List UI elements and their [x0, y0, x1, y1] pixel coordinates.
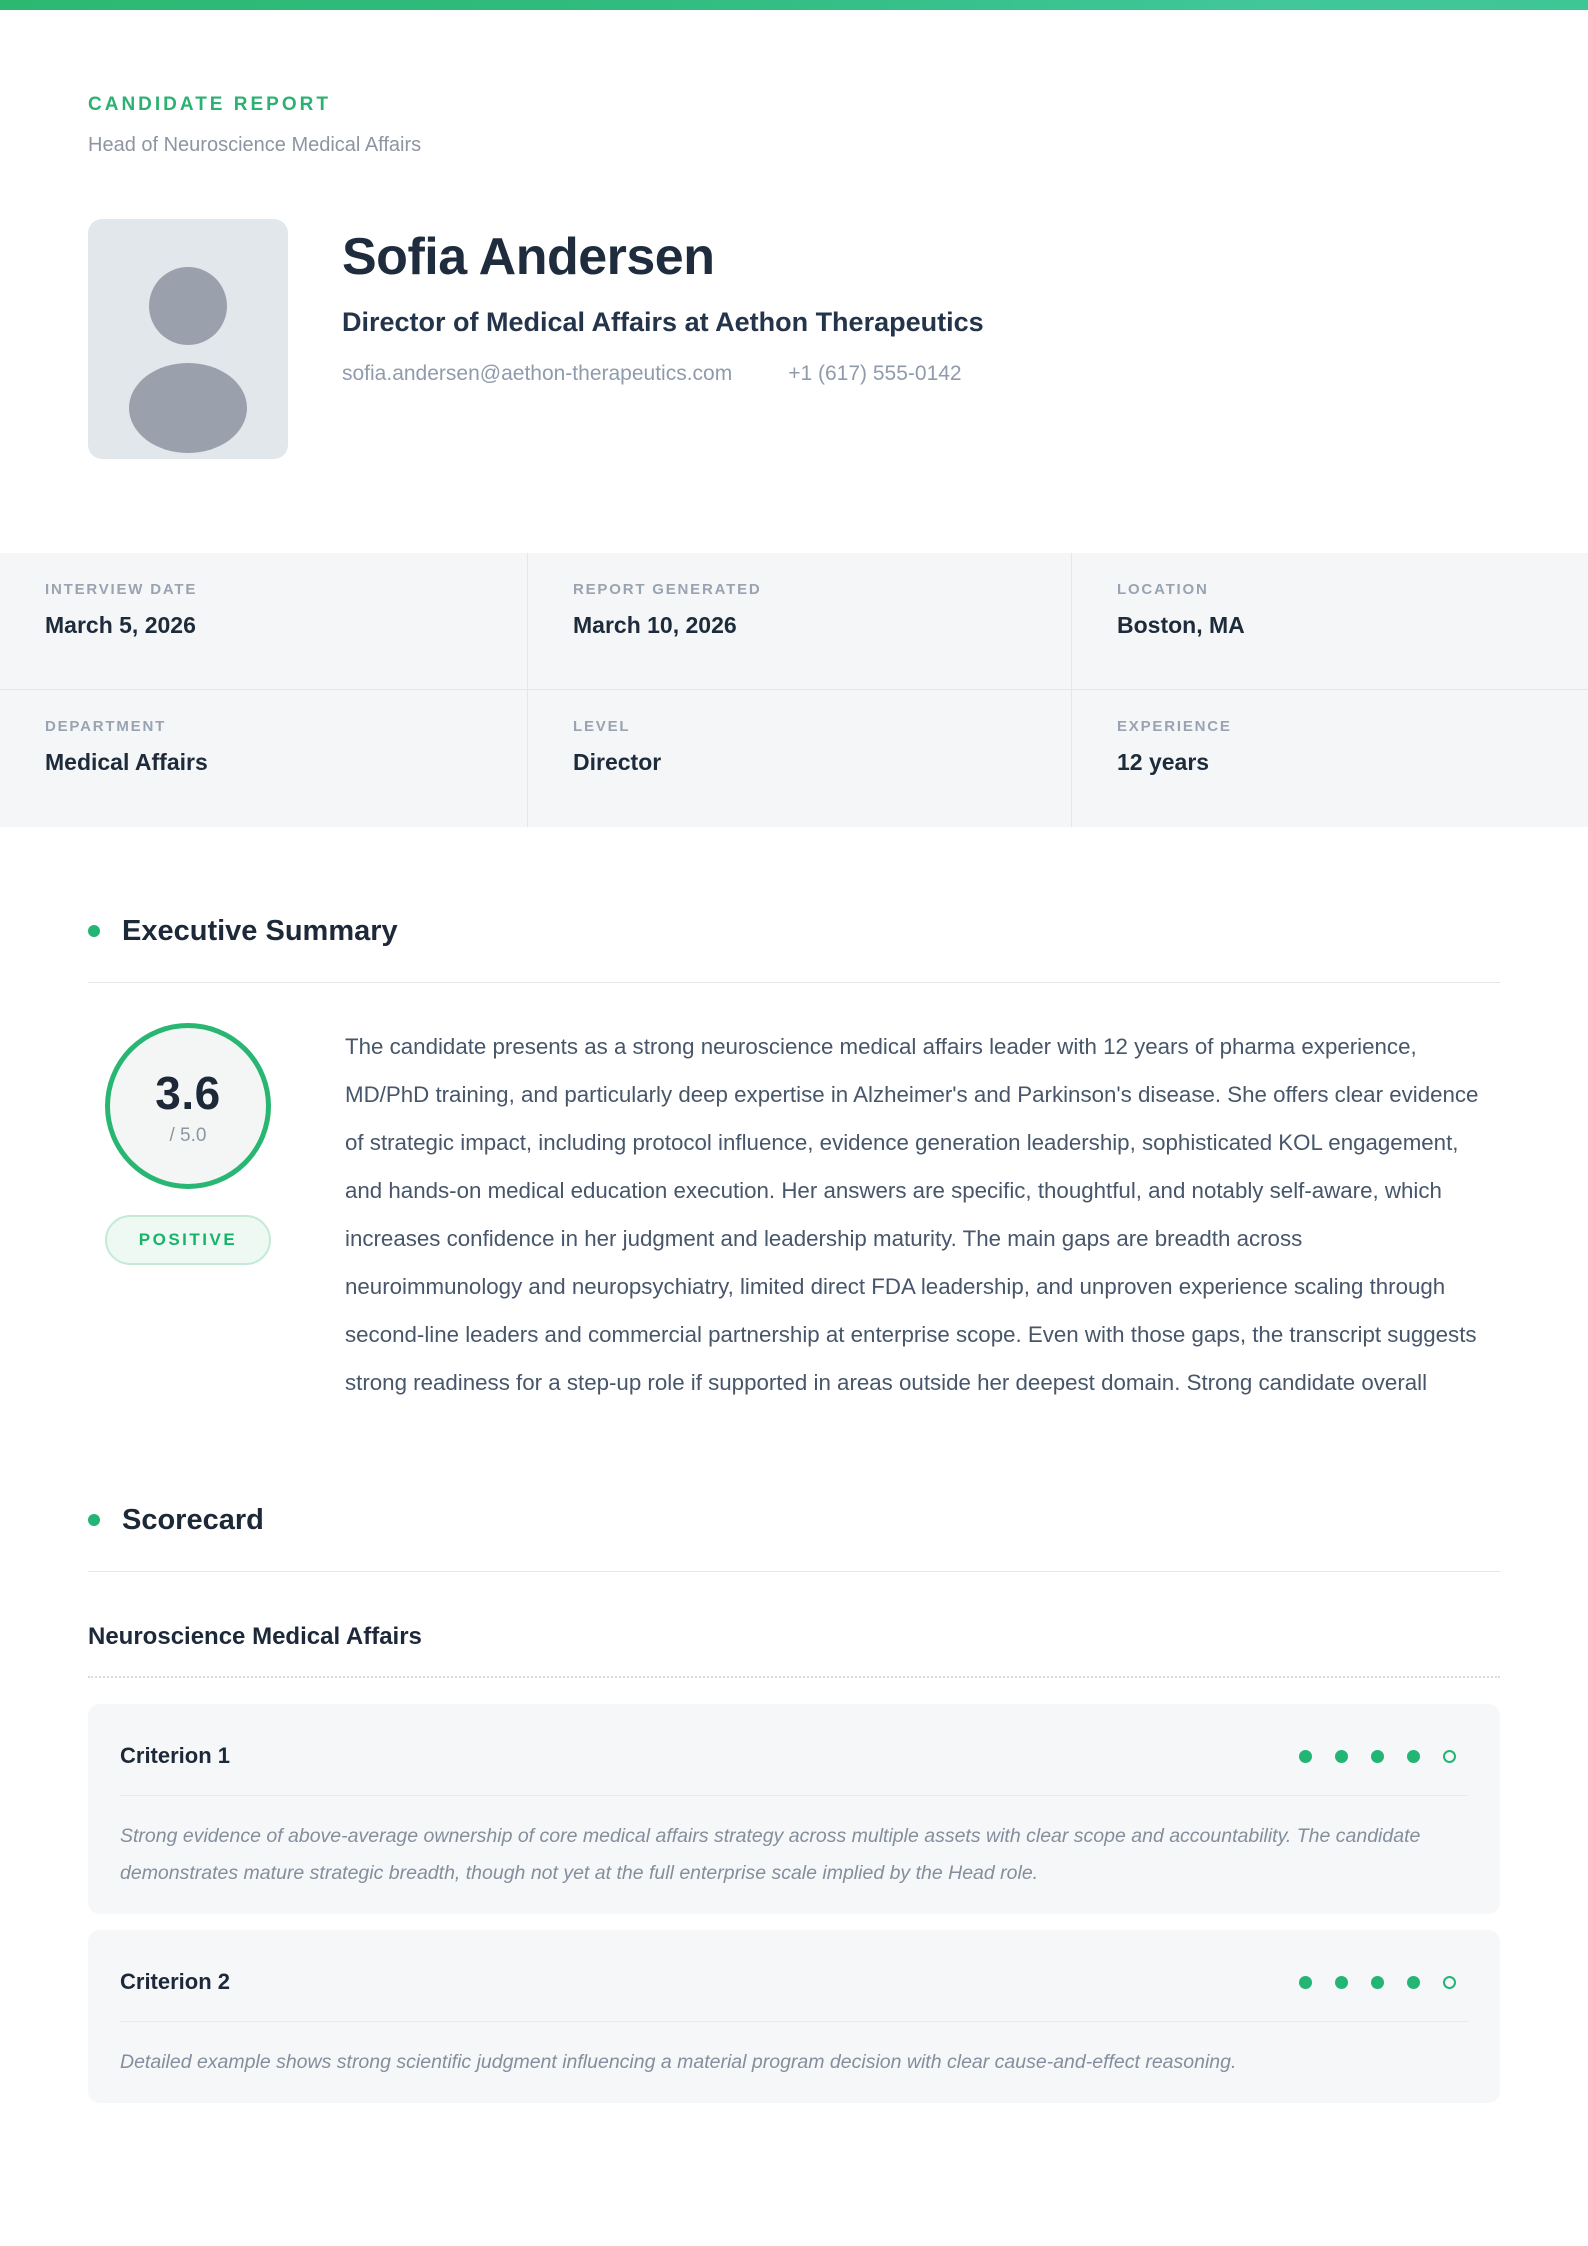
- info-grid: [0, 553, 1588, 827]
- criterion-score-dots: [1299, 1750, 1468, 1763]
- info-label: LOCATION: [1117, 581, 1209, 598]
- report-eyebrow: CANDIDATE REPORT: [88, 94, 331, 115]
- candidate-email: sofia.andersen@aethon-therapeutics.com: [342, 362, 733, 385]
- section-bullet-icon: [88, 1514, 100, 1526]
- info-cell-experience: [1072, 690, 1588, 827]
- info-cell-interview-date: [0, 553, 528, 690]
- candidate-profile: [88, 219, 1500, 459]
- verdict-badge: POSITIVE: [105, 1215, 271, 1265]
- section-title: Executive Summary: [122, 915, 398, 947]
- top-accent-bar: [0, 0, 1588, 10]
- info-value: 12 years: [1117, 749, 1210, 775]
- summary-row: [88, 1023, 1500, 1407]
- score-dot-filled: [1371, 1750, 1384, 1763]
- person-icon: [149, 267, 227, 345]
- info-cell-location: [1072, 553, 1588, 690]
- criterion-note: Detailed example shows strong scientific judgment influencing a material program decision with clear cause-and-effect reasoning.: [120, 2051, 1237, 2073]
- criterion-divider: [120, 2021, 1468, 2022]
- score-dot-empty: [1443, 1750, 1456, 1763]
- info-cell-level: [528, 690, 1072, 827]
- report-role-subtitle: Head of Neuroscience Medical Affairs: [88, 134, 422, 156]
- score-dot-filled: [1299, 1750, 1312, 1763]
- score-dot-filled: [1371, 1976, 1384, 1989]
- candidate-identity: [342, 219, 984, 459]
- overall-score-value: 3.6: [155, 1066, 221, 1119]
- avatar: [88, 219, 288, 459]
- criterion-score-dots: [1299, 1976, 1468, 1989]
- scorecard-section: [88, 1502, 1500, 2103]
- candidate-title: Director of Medical Affairs at Aethon Therapeutics: [342, 307, 984, 337]
- candidate-name: Sofia Andersen: [342, 228, 715, 286]
- dotted-divider: [88, 1676, 1500, 1678]
- criterion-header: [120, 1742, 1468, 1770]
- criterion-divider: [120, 1795, 1468, 1796]
- info-label: INTERVIEW DATE: [45, 581, 198, 598]
- executive-summary-text: The candidate presents as a strong neuroscience medical affairs leader with 12 years of pharma experience, MD/PhD training, and particularly deep expertise in Alzheimer's and Parkinson's disease. She offers clear evidence of strategic impact, including protocol influence, evidence generation leadership, sophisticated KOL engagement, and hands-on medical education execution. Her answers are specific, thoughtful, and notably self-aware, which increases confidence in her judgment and leadership maturity. The main gaps are breadth across neuroimmunology and neuropsychiatry, limited direct FDA leadership, and unproven experience scaling through second-line leaders and commercial partnership at enterprise scope. Even with those gaps, the transcript suggests strong readiness for a step-up role if supported in areas outside her deepest domain. Strong candidate overall: [345, 1034, 1479, 1395]
- section-bullet-icon: [88, 925, 100, 937]
- overall-score-denominator: / 5.0: [169, 1124, 207, 1146]
- overall-score-circle: [105, 1023, 271, 1189]
- criterion-card: [88, 1930, 1500, 2103]
- info-label: REPORT GENERATED: [573, 581, 762, 598]
- section-heading: [88, 913, 1500, 949]
- contact-row: [342, 362, 984, 386]
- score-dot-filled: [1407, 1976, 1420, 1989]
- section-title: Scorecard: [122, 1504, 264, 1536]
- score-dot-empty: [1443, 1976, 1456, 1989]
- criterion-name: Criterion 1: [120, 1743, 231, 1768]
- info-value: Boston, MA: [1117, 612, 1245, 638]
- criterion-note: Strong evidence of above-average ownership of core medical affairs strategy across multiple assets with clear scope and accountability. The candidate demonstrates mature strategic breadth, though not yet at the full enterprise scale implied by the Head role.: [120, 1825, 1421, 1884]
- report-header: [0, 10, 1588, 459]
- info-value: Director: [573, 749, 662, 775]
- info-value: Medical Affairs: [45, 749, 208, 775]
- section-heading: [88, 1502, 1500, 1538]
- person-icon: [129, 363, 247, 453]
- info-cell-department: [0, 690, 528, 827]
- info-value: March 10, 2026: [573, 612, 737, 638]
- info-label: LEVEL: [573, 718, 631, 735]
- executive-summary-section: [88, 913, 1500, 1407]
- info-label: DEPARTMENT: [45, 718, 167, 735]
- score-dot-filled: [1407, 1750, 1420, 1763]
- criterion-card: [88, 1704, 1500, 1914]
- criterion-name: Criterion 2: [120, 1969, 231, 1994]
- overall-score-block: [105, 1023, 271, 1407]
- score-dot-filled: [1299, 1976, 1312, 1989]
- score-dot-filled: [1335, 1750, 1348, 1763]
- info-value: March 5, 2026: [45, 612, 196, 638]
- info-cell-report-generated: [528, 553, 1072, 690]
- section-divider: [88, 982, 1500, 983]
- scorecard-group-title: Neuroscience Medical Affairs: [88, 1623, 422, 1650]
- info-label: EXPERIENCE: [1117, 718, 1232, 735]
- candidate-phone: +1 (617) 555-0142: [788, 362, 962, 385]
- criterion-header: [120, 1968, 1468, 1996]
- section-divider: [88, 1571, 1500, 1572]
- score-dot-filled: [1335, 1976, 1348, 1989]
